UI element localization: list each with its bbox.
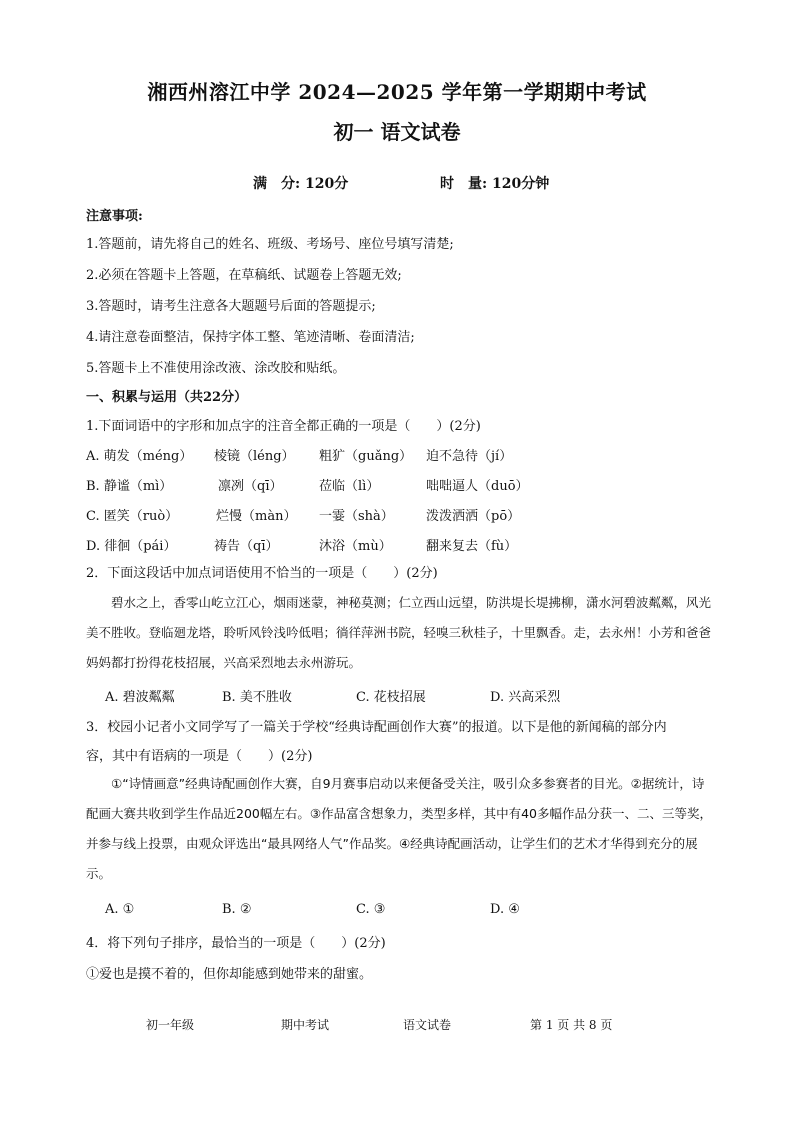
q1-option: B. 静谧（mì） [86,479,173,494]
q1-option: A. 萌发（méng） [86,449,193,464]
q1-option: 泼泼洒洒（pō） [426,509,521,524]
question-4-stem: 4．将下列句子排序，最恰当的一项是（ ）(2分) [86,936,386,951]
question-3-stem: 3．校园小记者小文同学写了一篇关于学校“经典诗配画创作大赛”的报道。以下是他的新闻稿的部分内 [86,720,667,735]
q3-option: B. ② [222,902,252,917]
note-item: 1.答题前，请先将自己的姓名、班级、考场号、座位号填写清楚; [86,237,454,252]
exam-title: 湘西州溶江中学 2024—2025 学年第一学期期中考试 [147,80,647,104]
notes-heading: 注意事项: [86,209,143,224]
q2-option: B. 美不胜收 [222,690,292,705]
q1-option: 凛冽（qī） [218,479,283,494]
footer-grade: 初一年级 [146,1018,195,1032]
note-item: 4.请注意卷面整洁，保持字体工整、笔迹清晰、卷面清洁; [86,330,415,345]
q1-option: 咄咄逼人（duō） [426,479,529,494]
q1-option: 烂慢（màn） [216,509,297,524]
q1-option: 棱镜（léng） [214,449,295,464]
q1-option: 粗犷（guǎng） [319,449,413,464]
footer-subject: 语文试卷 [403,1018,452,1032]
question-3-stem-cont: 容，其中有语病的一项是（ ）(2分) [86,749,313,764]
q3-option: A. ① [105,902,135,917]
footer-page-number: 第 1 页 共 8 页 [530,1018,613,1032]
q2-option: D. 兴高采烈 [490,690,561,705]
q3-option: D. ④ [490,902,520,917]
question-1-stem: 1.下面词语中的字形和加点字的注音全都正确的一项是（ ）(2分) [86,419,481,434]
question-4-sentence: ①爱也是摸不着的，但你却能感到她带来的甜蜜。 [86,967,373,982]
q2-option: A. 碧波粼粼 [105,690,175,705]
footer-exam: 期中考试 [281,1018,330,1032]
section-heading: 一、积累与运用（共22分） [86,390,248,405]
q3-option: C. ③ [356,902,386,917]
question-3-passage: ①“诗情画意”经典诗配画创作大赛，自9月赛事启动以来便备受关注，吸引众多参赛者的目光。②据统计，诗配画大赛共收到学生作品近200幅左右。③作品富含想象力，类型多样，其中有40多幅作品分获一、二、三等奖，并参与线上投票，由观众评选出“最具网络人气”作品奖。④经典诗配画活动，让学生们的艺术才华得到充分的展示。 [86,776,712,881]
q1-option: 一霎（shà） [319,509,394,524]
note-item: 2.必须在答题卡上答题，在草稿纸、试题卷上答题无效; [86,268,402,283]
q1-option: D. 徘徊（pái） [86,539,177,554]
q1-option: 迫不急待（jí） [426,449,513,464]
q1-option: 祷告（qī） [214,539,279,554]
time-limit: 时 量: 120分钟 [440,176,550,192]
q1-option: C. 匿笑（ruò） [86,509,179,524]
exam-subtitle: 初一 语文试卷 [333,120,461,144]
full-score: 满 分: 120分 [253,176,349,192]
q2-option: C. 花枝招展 [356,690,426,705]
q1-option: 莅临（lì） [319,479,380,494]
question-2-stem: 2．下面这段话中加点词语使用不恰当的一项是（ ）(2分) [86,566,438,581]
q1-option: 沐浴（mù） [319,539,392,554]
note-item: 5.答题卡上不准使用涂改液、涂改胶和贴纸。 [86,361,346,376]
q1-option: 翻来复去（fù） [426,539,518,554]
question-2-passage: 碧水之上，香零山屹立江心，烟雨迷蒙，神秘莫测；仁立西山远望，防洪堤长堤拂柳，潇水河碧波粼粼，风光美不胜收。登临廻龙塔，聆听风铃浅吟低唱；徜徉萍洲书院，轻嗅三秋桂子，十里飘香。走，去永州！小芳和爸爸妈妈都打扮得花枝招展，兴高采烈地去永州游玩。 [86,595,712,670]
note-item: 3.答题时，请考生注意各大题题号后面的答题提示; [86,299,376,314]
